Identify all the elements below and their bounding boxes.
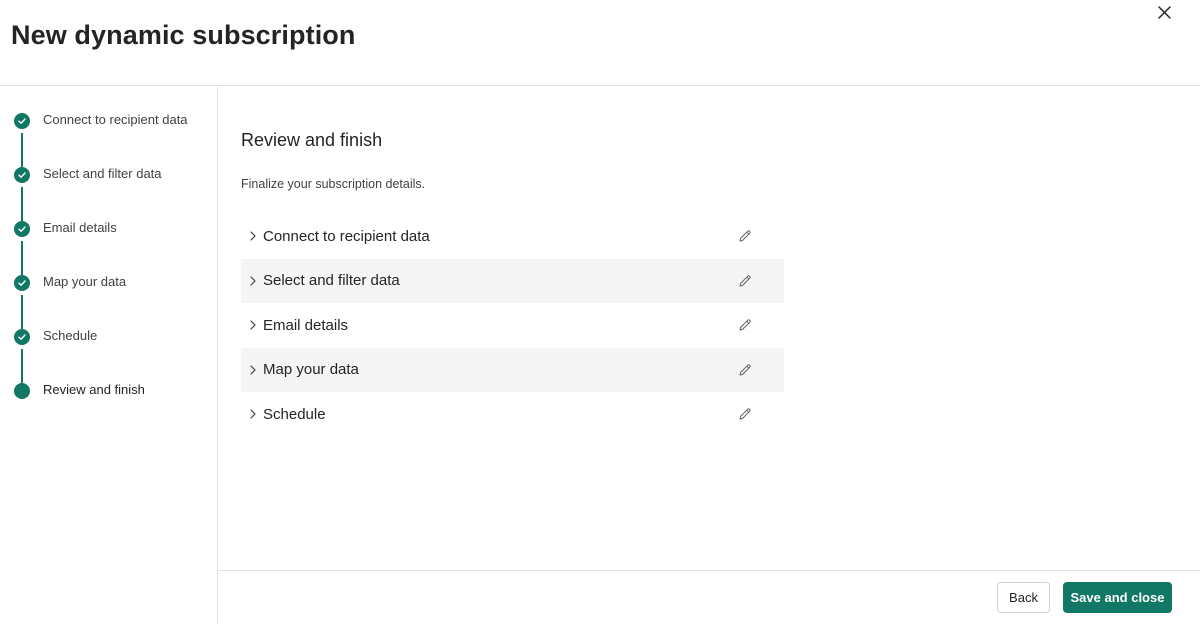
back-button[interactable]: Back — [997, 582, 1050, 613]
save-and-close-button[interactable]: Save and close — [1063, 582, 1172, 613]
dialog-footer — [218, 570, 1200, 624]
close-button[interactable] — [1150, 0, 1178, 24]
step-connector — [21, 295, 23, 329]
review-item-label: Schedule — [263, 405, 326, 423]
step-connector — [21, 133, 23, 167]
review-item-email-details[interactable] — [241, 303, 784, 348]
check-icon — [14, 275, 30, 291]
edit-pencil-icon[interactable] — [737, 273, 753, 289]
review-item-select-filter-data[interactable] — [241, 259, 784, 304]
review-item-schedule[interactable] — [241, 392, 784, 437]
step-connector — [21, 187, 23, 221]
main-content — [218, 87, 1200, 570]
section-title: Review and finish — [241, 130, 383, 150]
step-label: Schedule — [43, 328, 98, 343]
check-icon — [14, 221, 30, 237]
review-item-label: Email details — [263, 316, 349, 334]
dialog-title: New dynamic subscription — [11, 20, 356, 50]
step-connector — [21, 241, 23, 275]
step-connect-recipient-data[interactable] — [0, 109, 217, 133]
step-schedule[interactable] — [0, 325, 217, 349]
step-label: Select and filter data — [43, 166, 162, 181]
dialog-header — [0, 0, 1200, 86]
review-item-label: Select and filter data — [263, 272, 400, 290]
edit-pencil-icon[interactable] — [737, 228, 753, 244]
chevron-right-icon — [248, 407, 258, 421]
current-step-icon — [14, 383, 30, 399]
check-icon — [14, 113, 30, 129]
step-label: Connect to recipient data — [43, 112, 188, 127]
step-email-details[interactable] — [0, 217, 217, 241]
review-item-map-your-data[interactable] — [241, 348, 784, 393]
step-label: Email details — [43, 220, 117, 235]
step-sidebar — [0, 87, 218, 624]
edit-pencil-icon[interactable] — [737, 317, 753, 333]
review-item-label: Map your data — [263, 361, 359, 379]
chevron-right-icon — [248, 363, 258, 377]
step-label: Review and finish — [43, 382, 145, 397]
section-description: Finalize your subscription details. — [241, 177, 426, 191]
edit-pencil-icon[interactable] — [737, 406, 753, 422]
step-map-your-data[interactable] — [0, 271, 217, 295]
review-list — [241, 214, 784, 437]
chevron-right-icon — [248, 318, 258, 332]
chevron-right-icon — [248, 229, 258, 243]
chevron-right-icon — [248, 274, 258, 288]
check-icon — [14, 329, 30, 345]
step-connector — [21, 349, 23, 383]
review-item-label: Connect to recipient data — [263, 227, 430, 245]
step-label: Map your data — [43, 274, 127, 289]
step-select-filter-data[interactable] — [0, 163, 217, 187]
check-icon — [14, 167, 30, 183]
close-icon — [1158, 6, 1171, 19]
review-item-connect-recipient-data[interactable] — [241, 214, 784, 259]
edit-pencil-icon[interactable] — [737, 362, 753, 378]
step-review-finish[interactable] — [0, 379, 217, 403]
